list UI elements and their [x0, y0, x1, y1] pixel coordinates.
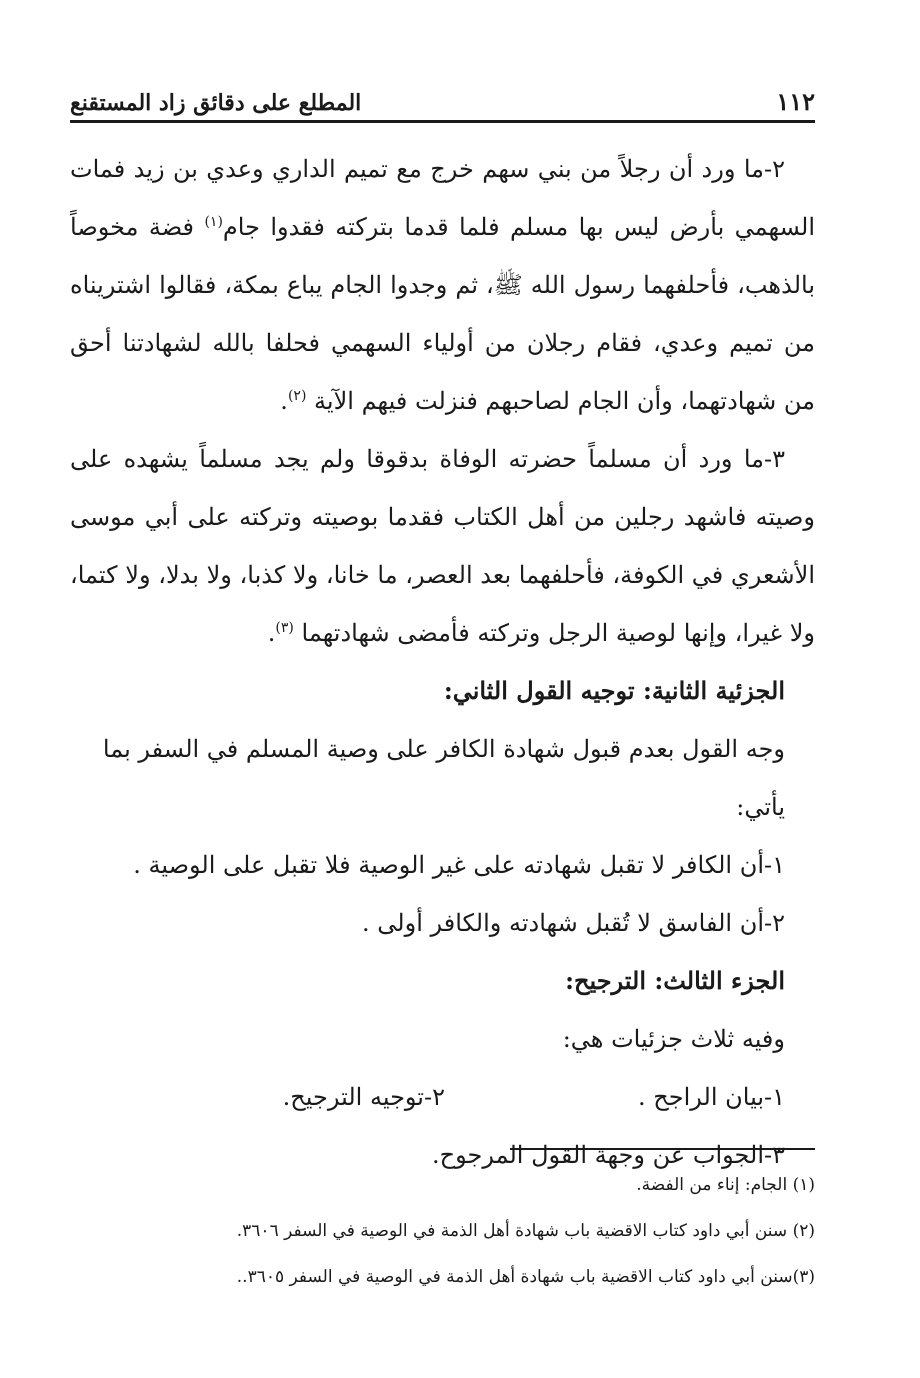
running-title: المطلع على دقائق زاد المستقنع [70, 90, 362, 116]
list-item: ٣-الجواب عن وجهة القول المرجوح. [431, 1141, 785, 1169]
footnote-ref-2[interactable]: (٢) [287, 388, 307, 404]
footnote-ref-1[interactable]: (١) [204, 214, 223, 230]
footnote-3: (٣)سنن أبي داود كتاب الاقضية باب شهادة أهل الذمة في الوصية في السفر ٣٦٠٥.. [236, 1267, 815, 1287]
section-heading-third-part: الجزء الثالث: الترجيح: [565, 966, 785, 995]
footnote-2: (٢) سنن أبي داود كتاب الاقضية باب شهادة أهل الذمة في الوصية في السفر ٣٦٠٦. [236, 1221, 815, 1241]
footnote-1: (١) الجام: إناء من الفضة. [636, 1175, 815, 1195]
list-item: ١-بيان الراجح . [638, 1083, 785, 1111]
footnotes [70, 1162, 815, 1300]
paragraph-text: ٢-ما ورد أن رجلاً من بني سهم خرج مع تميم الداري وعدي بن زيد فمات السهمي بأرض ليس بها مسلم فلما قدما بتركته فقدوا جام [70, 155, 816, 241]
paragraph-end: . [280, 387, 288, 415]
paragraph-text: فضة مخوصاً بالذهب، فأحلفهما رسول الله ﷺ، ثم وجدوا الجام يباع بمكة، فقالوا اشتريناه من تميم وعدي، فقام رجلان من أولياء السهمي فحلفا بالله لشهادتنا أحق من شهادتهما، وأن الجام لصاحبهم فنزلت فيهم الآية [70, 213, 815, 415]
section-intro: وفيه ثلاث جزئيات هي: [562, 1025, 785, 1053]
section-intro: وجه القول بعدم قبول شهادة الكافر على وصية المسلم في السفر بما يأتي: [102, 735, 785, 821]
page-header [70, 80, 815, 123]
footnote-divider [510, 1148, 815, 1150]
paragraph-hadith-3 [70, 430, 815, 662]
page-number: ١١٢ [776, 87, 815, 116]
two-column-list [70, 1068, 815, 1126]
list-item: ١-أن الكافر لا تقبل شهادته على غير الوصية فلا تقبل على الوصية . [133, 851, 785, 879]
section-heading-second-part: الجزئية الثانية: توجيه القول الثاني: [443, 676, 785, 705]
paragraph-end: . [267, 619, 276, 647]
list-item: ٢-توجيه الترجيح. [282, 1083, 445, 1111]
paragraph-text: ٣-ما ورد أن مسلماً حضرته الوفاة بدقوقا ولم يجد مسلماً يشهده على وصيته فاشهد رجلين من أهل الكتاب فقدما بوصيته وتركته على أبي موسى الأشعري في الكوفة، فأحلفهما بعد العصر، ما خانا، ولا كذبا، ولا بدلا، ولا كتما، ولا غيرا، وإنها لوصية الرجل وتركته فأمضى شهادتهما [70, 445, 815, 647]
footnote-ref-3[interactable]: (٣) [275, 620, 294, 636]
body-text [70, 140, 815, 1184]
paragraph-hadith-2 [70, 140, 815, 430]
list-item: ٢-أن الفاسق لا تُقبل شهادته والكافر أولى . [362, 909, 785, 937]
